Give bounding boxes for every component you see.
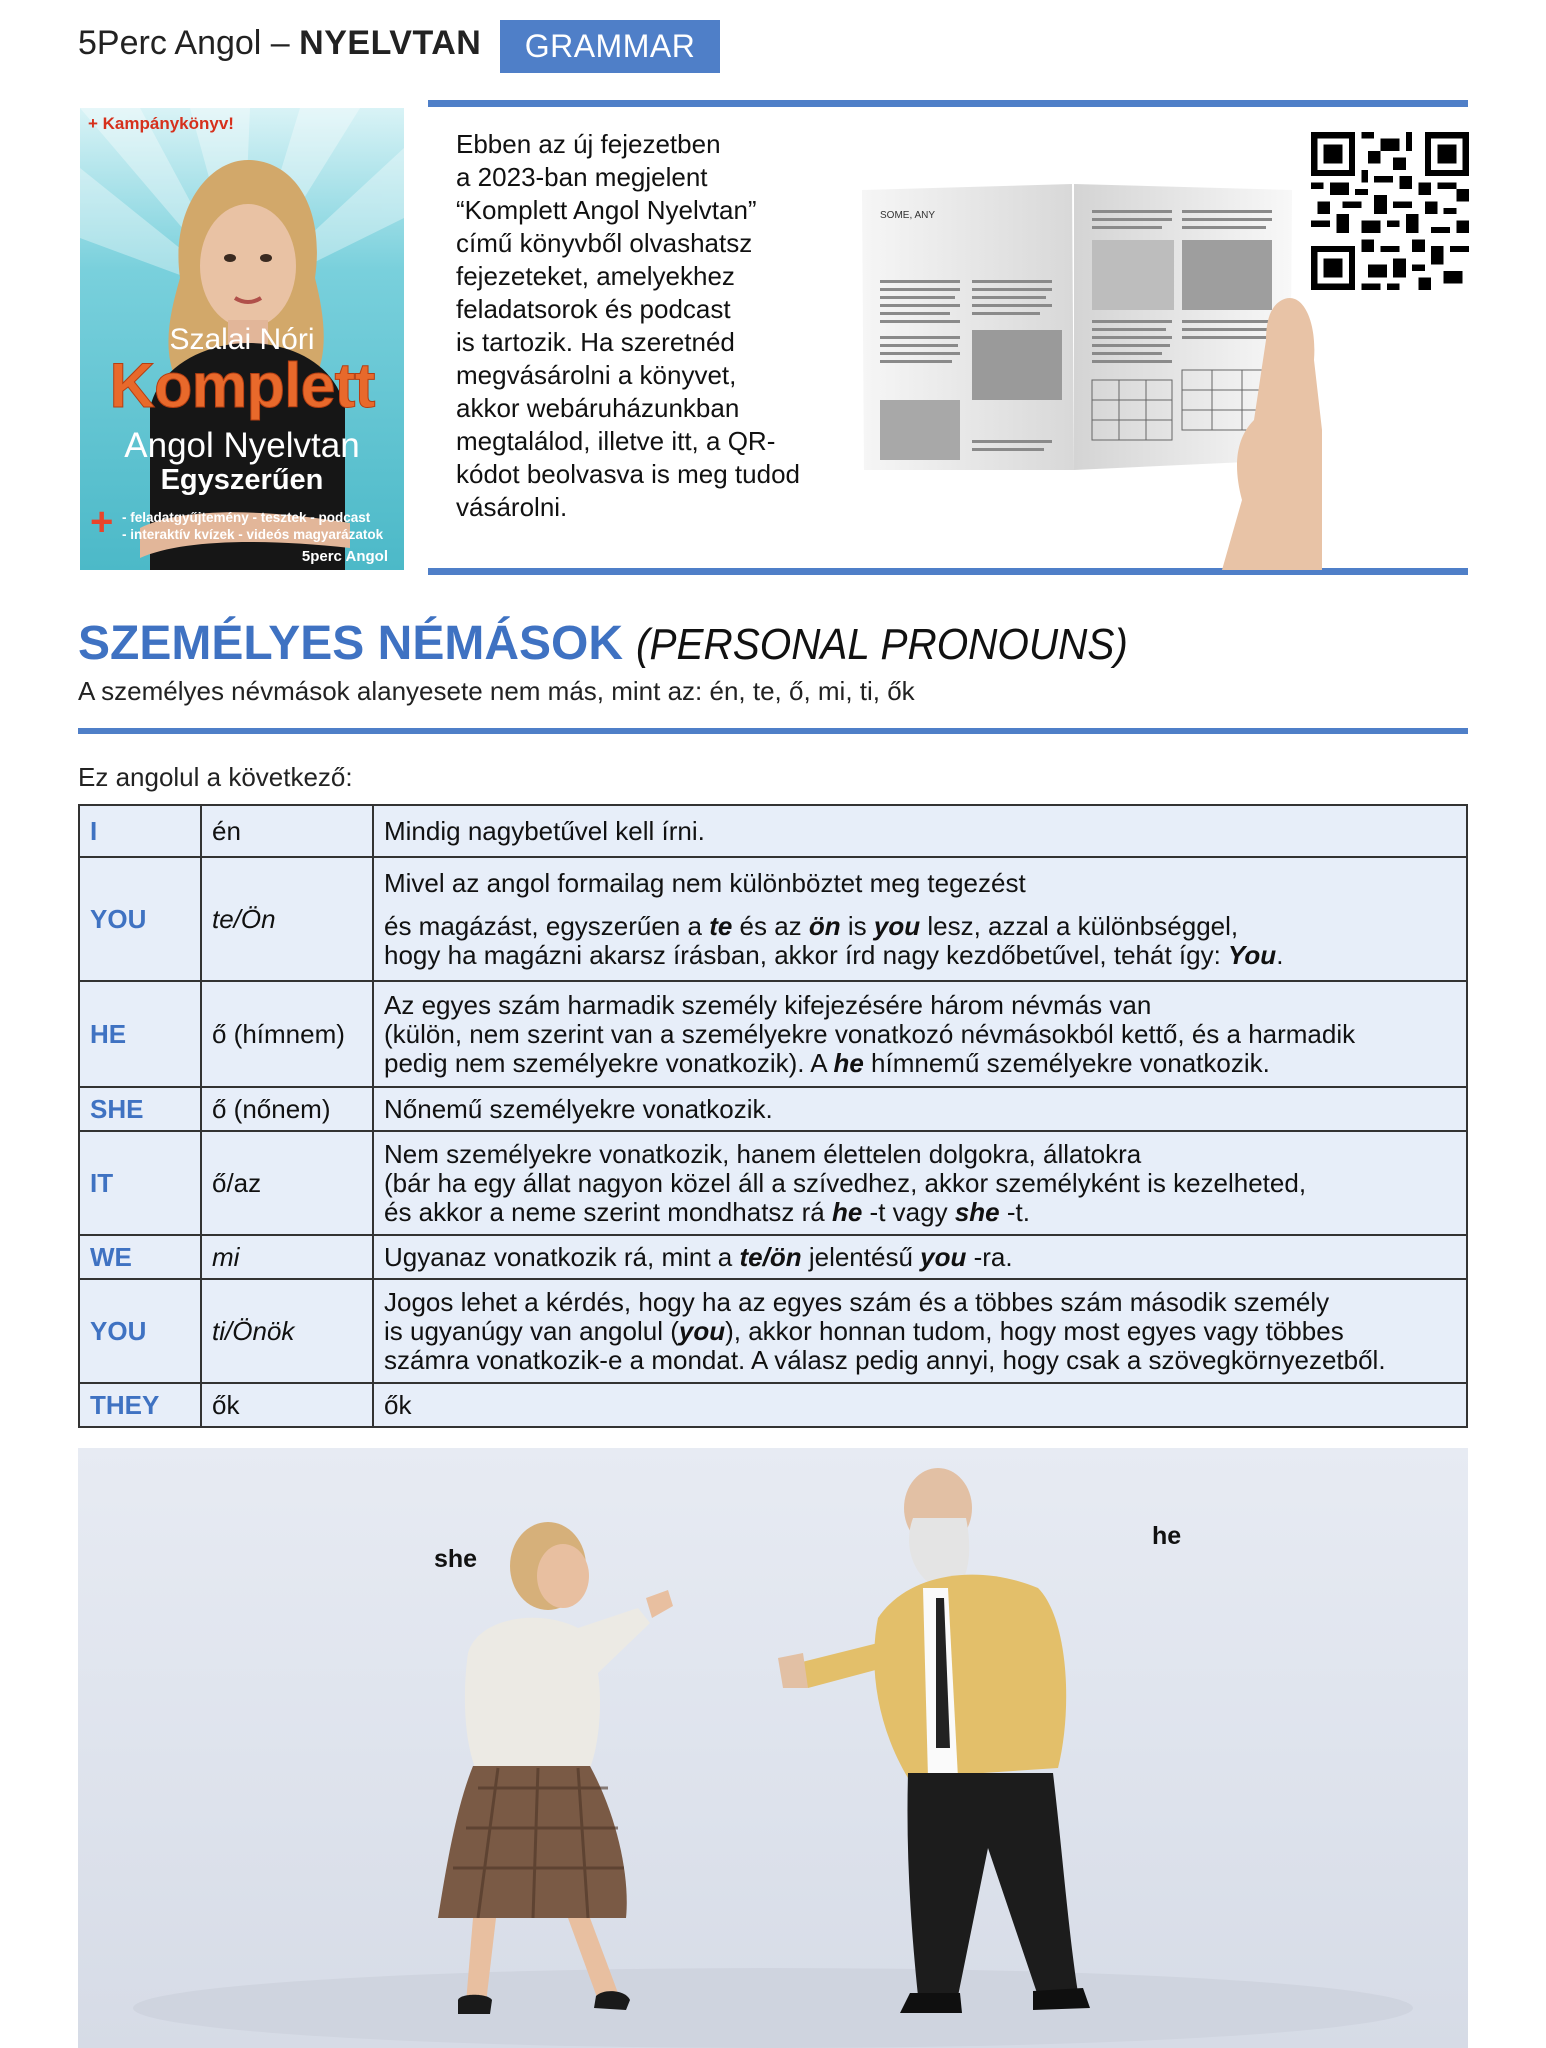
explanation-line [384, 1169, 1456, 1198]
explanation-emphasis: te/ön [739, 1241, 802, 1272]
explanation-emphasis: she [954, 1196, 1000, 1227]
intro-line: feladatsorok és podcast [456, 294, 731, 324]
pronoun-hungarian: ti/Önök [201, 1279, 373, 1383]
intro-line: “Komplett Angol Nyelvtan” [456, 195, 757, 225]
pronoun-english: IT [79, 1131, 201, 1235]
explanation-text: ), akkor honnan tudom, hogy most egyes vagy többes [725, 1315, 1344, 1346]
explanation-emphasis: you [920, 1241, 967, 1272]
cover-plus-icon: + [90, 500, 114, 544]
explanation-text: -t. [999, 1196, 1030, 1227]
cover-features-line1: - feladatgyűjtemény - tesztek - podcast [122, 510, 371, 525]
table-row [79, 1279, 1467, 1383]
cover-simple: Egyszerűen [160, 464, 324, 496]
explanation-emphasis: ön [808, 910, 841, 941]
explanation-emphasis: you [678, 1315, 726, 1346]
explanation-line [384, 1346, 1456, 1375]
cover-promo-label: + Kampánykönyv! [88, 114, 234, 133]
section-title [78, 616, 1171, 671]
pronoun-explanation [373, 1383, 1467, 1427]
table-row [79, 981, 1467, 1087]
intro-line: megtalálod, illetve itt, a QR- [456, 426, 776, 456]
pronoun-english: WE [79, 1235, 201, 1279]
intro-text [456, 128, 856, 524]
explanation-text: Nem személyekre vonatkozik, hanem élettelen dolgokra, állatokra [384, 1138, 1142, 1169]
section-subtitle: A személyes névmások alanyesete nem más, mint az: én, te, ő, mi, ti, ők [78, 676, 915, 706]
pronoun-hungarian: én [201, 805, 373, 857]
intro-line: a 2023-ban megjelent [456, 162, 708, 192]
pronoun-explanation [373, 1131, 1467, 1235]
pronoun-explanation [373, 805, 1467, 857]
explanation-line [384, 941, 1456, 970]
intro-line: fejezeteket, amelyekhez [456, 261, 735, 291]
explanation-line [384, 1020, 1456, 1049]
cover-title: Komplett [109, 351, 375, 421]
pronoun-hungarian: te/Ön [201, 857, 373, 981]
intro-line: című könyvből olvashatsz [456, 228, 753, 258]
explanation-line [384, 898, 1456, 912]
section-title-en: (PERSONAL PRONOUNS) [636, 620, 1129, 669]
intro-line: megvásárolni a könyvet, [456, 360, 737, 390]
pronoun-explanation [373, 981, 1467, 1087]
pronoun-english: I [79, 805, 201, 857]
explanation-line [384, 869, 1456, 898]
explanation-emphasis: you [873, 910, 921, 941]
grammar-badge: GRAMMAR [500, 20, 720, 73]
explanation-text: lesz, azzal a különbséggel, [920, 910, 1239, 941]
pronoun-explanation [373, 1087, 1467, 1131]
pronoun-english: YOU [79, 1279, 201, 1383]
explanation-emphasis: te [709, 910, 733, 941]
explanation-line [384, 1317, 1456, 1346]
pronoun-english: SHE [79, 1087, 201, 1131]
pronoun-hungarian: ő/az [201, 1131, 373, 1235]
pronoun-english: THEY [79, 1383, 201, 1427]
pronoun-english: YOU [79, 857, 201, 981]
pronoun-english: HE [79, 981, 201, 1087]
pronoun-explanation [373, 1235, 1467, 1279]
explanation-text: Ugyanaz vonatkozik rá, mint a [384, 1241, 740, 1272]
page-header [78, 24, 481, 63]
qr-code[interactable] [1310, 132, 1470, 290]
divider-section [78, 728, 1468, 734]
explanation-emphasis: You [1228, 939, 1277, 970]
explanation-text: pedig nem személyekre vonatkozik). A [384, 1047, 834, 1078]
table-row [79, 1383, 1467, 1427]
explanation-text: -t vagy [862, 1196, 955, 1227]
lead-text: Ez angolul a következő: [78, 762, 353, 792]
intro-line: is tartozik. Ha szeretnéd [456, 327, 735, 357]
explanation-line [384, 1140, 1456, 1169]
explanation-line [384, 1243, 1456, 1272]
pronoun-explanation [373, 1279, 1467, 1383]
explanation-line [384, 1198, 1456, 1227]
explanation-text: hogy ha magázni akarsz írásban, akkor írd nagy kezdőbetűvel, tehát így: [384, 939, 1229, 970]
pronoun-hungarian: mi [201, 1235, 373, 1279]
explanation-line [384, 1391, 1456, 1420]
explanation-text: Mindig nagybetűvel kell írni. [384, 815, 705, 846]
explanation-text: és magázást, egyszerűen a [384, 910, 710, 941]
explanation-text: (bár ha egy állat nagyon közel áll a szívedhez, akkor személyként is kezelheted, [384, 1167, 1307, 1198]
explanation-text: . [1276, 939, 1284, 970]
cover-features-line2: - interaktív kvízek - videós magyarázatok [122, 527, 384, 542]
explanation-line [384, 1049, 1456, 1078]
explanation-text: hímnemű személyekre vonatkozik. [863, 1047, 1270, 1078]
divider-top [428, 100, 1468, 107]
pronoun-hungarian: ő (hímnem) [201, 981, 373, 1087]
spread-page-heading: SOME, ANY [880, 210, 936, 221]
open-book-illustration [862, 170, 1322, 570]
section-title-hu: SZEMÉLYES NÉMÁSOK [78, 617, 623, 670]
intro-line: kódot beolvasva is meg tudod [456, 459, 800, 489]
dancing-couple-photo [78, 1448, 1468, 2048]
explanation-emphasis: he [831, 1196, 863, 1227]
explanation-text: Mivel az angol formailag nem különböztet meg tegezést [384, 867, 1026, 898]
explanation-text: és akkor a neme szerint mondhatsz rá [384, 1196, 832, 1227]
explanation-text: és az [732, 910, 809, 941]
table-row [79, 805, 1467, 857]
cover-author: Szalai Nóri [169, 323, 315, 356]
woman-figure [438, 1522, 673, 2014]
label-she: she [434, 1545, 478, 1573]
intro-line: Ebben az új fejezetben [456, 129, 721, 159]
book-cover[interactable] [80, 108, 404, 570]
table-row [79, 857, 1467, 981]
explanation-text: (külön, nem szerint van a személyekre vonatkozó névmásokból kettő, és a harmadik [384, 1018, 1356, 1049]
explanation-text: Az egyes szám harmadik személy kifejezésére három névmás van [384, 989, 1152, 1020]
label-he: he [1152, 1522, 1182, 1550]
explanation-line [384, 817, 1456, 846]
man-figure [778, 1468, 1090, 2013]
explanation-text: ők [384, 1389, 412, 1420]
table-row [79, 1087, 1467, 1131]
explanation-text: is [840, 910, 874, 941]
explanation-text: -ra. [966, 1241, 1013, 1272]
pronoun-hungarian: ők [201, 1383, 373, 1427]
pronoun-explanation [373, 857, 1467, 981]
explanation-line [384, 912, 1456, 941]
explanation-text: számra vonatkozik-e a mondat. A válasz pedig annyi, hogy csak a szövegkörnyezetből. [384, 1344, 1386, 1375]
explanation-emphasis: he [833, 1047, 864, 1078]
table-row [79, 1235, 1467, 1279]
explanation-text: is ugyanúgy van angolul ( [384, 1315, 679, 1346]
explanation-line [384, 1288, 1456, 1317]
explanation-line [384, 1095, 1456, 1124]
cover-subtitle: Angol Nyelvtan [124, 426, 360, 465]
explanation-text: Jogos lehet a kérdés, hogy ha az egyes szám és a többes szám második személy [384, 1286, 1330, 1317]
pronoun-table [78, 804, 1468, 1428]
explanation-text: jelentésű [801, 1241, 921, 1272]
explanation-text: Nőnemű személyekre vonatkozik. [384, 1093, 773, 1124]
intro-line: akkor webáruházunkban [456, 393, 740, 423]
explanation-line [384, 991, 1456, 1020]
table-row [79, 1131, 1467, 1235]
pronoun-hungarian: ő (nőnem) [201, 1087, 373, 1131]
intro-line: vásárolni. [456, 492, 568, 522]
header-brand: 5Perc Angol – [78, 24, 300, 62]
header-section: NYELVTAN [299, 24, 482, 62]
cover-brand: 5perc Angol [301, 548, 388, 565]
